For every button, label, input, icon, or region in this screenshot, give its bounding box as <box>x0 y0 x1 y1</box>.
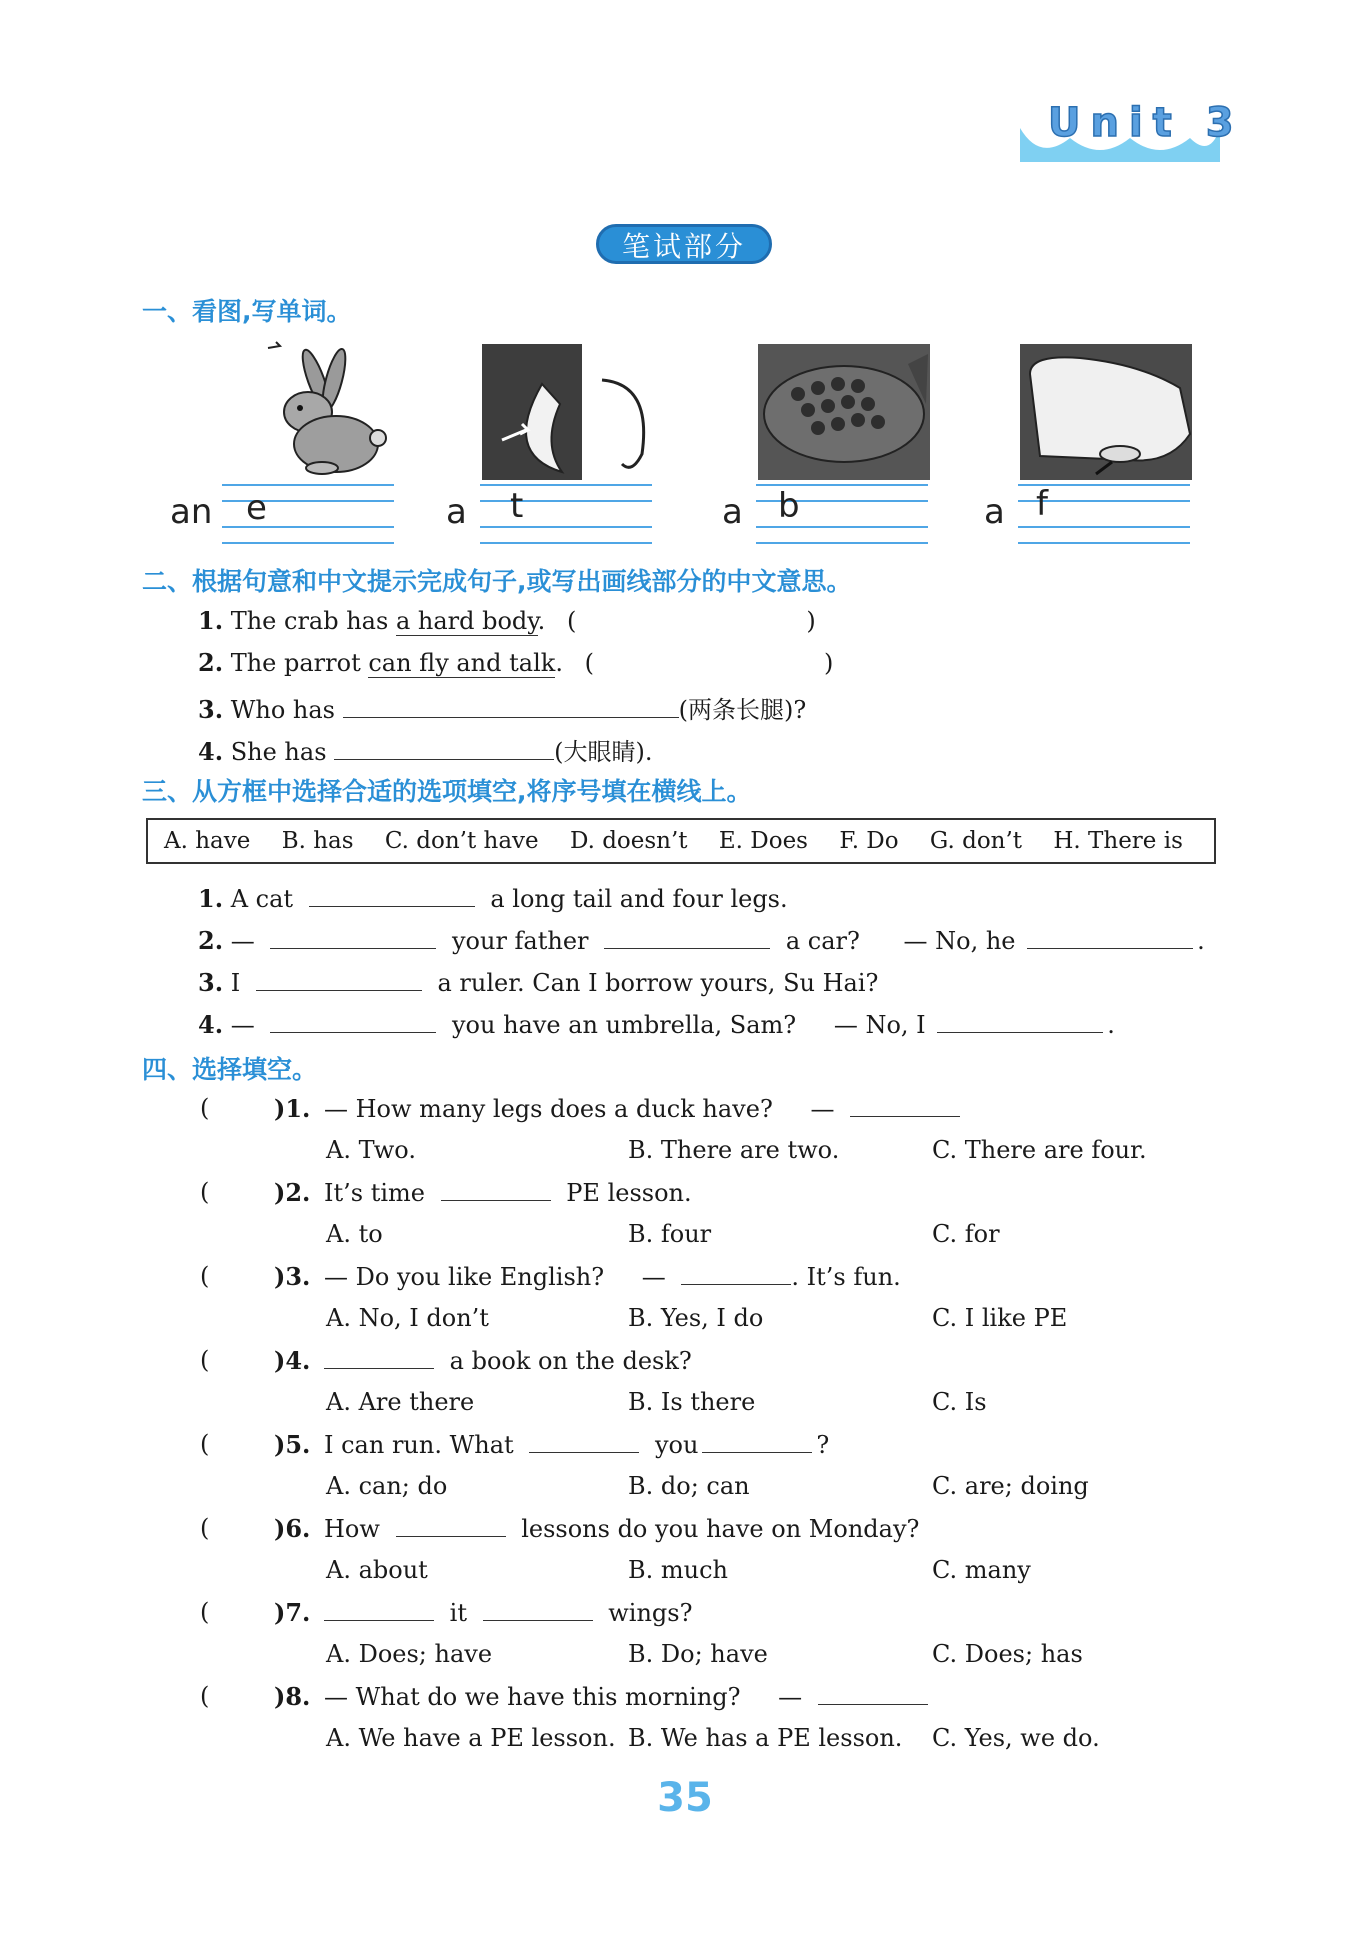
choice-b[interactable]: B. do; can <box>628 1472 750 1500</box>
answer-blank <box>818 1682 928 1705</box>
dash: — <box>778 1683 803 1711</box>
answer-paren-open: ( <box>566 607 577 635</box>
choice-a[interactable]: A. Two. <box>326 1136 416 1164</box>
question-number: )4. <box>274 1346 311 1375</box>
answer-blank[interactable] <box>334 737 554 760</box>
writing-line <box>1018 526 1190 528</box>
option-d: D. doesn’t <box>569 828 688 854</box>
question-number: )2. <box>274 1178 311 1207</box>
answer-paren[interactable]: ( <box>200 1178 210 1206</box>
writing-line <box>756 526 928 528</box>
answer-paren[interactable]: ( <box>200 1598 210 1626</box>
choice-b[interactable]: B. four <box>628 1220 712 1248</box>
answer-blank <box>483 1598 593 1621</box>
option-a: A. have <box>164 828 251 854</box>
option-f: F. Do <box>839 828 899 854</box>
choice-c[interactable]: C. Is <box>932 1388 987 1416</box>
answer-blank <box>324 1346 434 1369</box>
question-text <box>324 1178 692 1207</box>
part2-question-1 <box>198 606 816 635</box>
writing-line <box>480 526 652 528</box>
choice-a[interactable]: A. Are there <box>326 1388 475 1416</box>
period: . <box>1197 927 1205 955</box>
question-stem: you <box>654 1431 699 1459</box>
hint-letter: e <box>246 488 267 528</box>
tail-image <box>482 344 654 480</box>
writing-line <box>756 542 928 544</box>
answer-paren-open: ( <box>584 649 594 677</box>
answer-blank[interactable] <box>270 1010 436 1033</box>
answer-paren-close: ) <box>806 607 816 635</box>
underlined-phrase: a hard body <box>395 607 538 635</box>
question-text: A cat <box>230 885 294 913</box>
question-stem: I can run. What <box>324 1431 514 1459</box>
section-title: 笔试部分 <box>596 224 772 264</box>
question-number: )1. <box>274 1094 311 1123</box>
question-text: Who has <box>230 696 335 724</box>
fish-body-image <box>758 344 930 480</box>
foot-image <box>1020 344 1192 480</box>
question-mark: ? <box>816 1431 830 1459</box>
question-text: a long tail and four legs. <box>490 885 788 913</box>
part3-question-2 <box>198 926 1205 955</box>
writing-line <box>222 542 394 544</box>
question-number: )6. <box>274 1514 311 1543</box>
choice-b[interactable]: B. Yes, I do <box>628 1304 764 1332</box>
dash: — <box>230 927 255 955</box>
answer-blank <box>681 1262 791 1285</box>
question-text <box>324 1682 928 1711</box>
answer-paren-close: ) <box>823 649 834 677</box>
part1-heading: 一、看图,写单词。 <box>142 297 352 326</box>
question-text: a car? <box>785 927 860 955</box>
question-number: 4. <box>198 737 224 766</box>
question-stem: — What do we have this morning? <box>324 1683 741 1711</box>
answer-paren[interactable]: ( <box>200 1682 210 1710</box>
part2-question-2 <box>198 648 833 677</box>
choice-c[interactable]: C. Yes, we do. <box>932 1724 1100 1752</box>
question-stem: — How many legs does a duck have? <box>324 1095 773 1123</box>
question-number: 3. <box>198 695 224 724</box>
question-text: your father <box>451 927 589 955</box>
question-number: 3. <box>198 968 224 997</box>
answer-paren[interactable]: ( <box>200 1262 210 1290</box>
choice-c[interactable]: C. for <box>932 1220 1000 1248</box>
question-number: )3. <box>274 1262 311 1291</box>
question-stem: — Do you like English? <box>324 1263 605 1291</box>
question-text: . <box>537 607 546 635</box>
dash: — <box>810 1095 835 1123</box>
answer-blank[interactable] <box>604 926 770 949</box>
writing-line <box>480 542 652 544</box>
answer-blank <box>529 1430 639 1453</box>
answer-blank <box>702 1430 812 1453</box>
option-g: G. don’t <box>929 828 1023 854</box>
answer-blank <box>850 1094 960 1117</box>
question-text: The crab has <box>230 607 396 635</box>
question-number: 1. <box>198 606 224 635</box>
part3-question-4 <box>198 1010 1115 1039</box>
period: . <box>1107 1011 1115 1039</box>
answer-blank[interactable] <box>256 968 422 991</box>
question-text: I <box>230 969 241 997</box>
rabbit-image <box>228 340 400 476</box>
part2-question-3 <box>198 690 806 725</box>
answer-blank <box>324 1598 434 1621</box>
question-text: — No, he <box>903 927 1016 955</box>
part3-question-3 <box>198 968 878 997</box>
question-stem: a book on the desk? <box>449 1347 692 1375</box>
underlined-phrase: can fly and talk <box>368 649 556 677</box>
question-stem: PE lesson. <box>566 1179 692 1207</box>
question-number: )7. <box>274 1598 311 1627</box>
writing-line <box>1018 542 1190 544</box>
answer-blank[interactable] <box>937 1010 1103 1033</box>
answer-paren[interactable]: ( <box>200 1514 210 1542</box>
unit-title: Unit 3 <box>1048 100 1244 146</box>
answer-blank[interactable] <box>309 884 475 907</box>
choice-b[interactable]: B. much <box>628 1556 729 1584</box>
answer-paren[interactable]: ( <box>200 1346 210 1374</box>
choice-a[interactable]: A. We have a PE lesson. <box>326 1724 616 1752</box>
dash: — <box>230 1011 255 1039</box>
page-number: 35 <box>657 1775 713 1821</box>
question-text <box>324 1598 692 1627</box>
answer-blank[interactable] <box>1027 926 1193 949</box>
choice-a[interactable]: A. can; do <box>326 1472 448 1500</box>
question-text: . <box>555 649 563 677</box>
question-stem: it <box>449 1599 467 1627</box>
article-label: a <box>984 492 1005 532</box>
chinese-hint: (两条长腿)? <box>678 696 807 724</box>
question-number: 2. <box>198 648 224 677</box>
choice-a[interactable]: A. Does; have <box>326 1640 493 1668</box>
part2-question-4 <box>198 732 653 767</box>
question-text <box>324 1514 919 1543</box>
question-stem: lessons do you have on Monday? <box>521 1515 920 1543</box>
writing-line <box>480 500 652 502</box>
article-label: a <box>446 492 467 532</box>
dash: — <box>641 1263 666 1291</box>
option-b: B. has <box>281 828 354 854</box>
question-stem: . It’s fun. <box>791 1263 901 1291</box>
question-text: — No, I <box>833 1011 926 1039</box>
part3-question-1 <box>198 884 788 913</box>
choice-c[interactable]: C. are; doing <box>932 1472 1089 1500</box>
hint-letter: b <box>778 486 800 526</box>
question-text: you have an umbrella, Sam? <box>451 1011 797 1039</box>
question-number: )5. <box>274 1430 311 1459</box>
choice-b[interactable]: B. Do; have <box>628 1640 768 1668</box>
choice-a[interactable]: A. about <box>326 1556 428 1584</box>
choice-b[interactable]: B. Is there <box>628 1388 756 1416</box>
answer-paren[interactable]: ( <box>200 1094 210 1122</box>
question-text <box>324 1094 960 1123</box>
article-label: a <box>722 492 743 532</box>
answer-blank[interactable] <box>270 926 436 949</box>
option-c: C. don’t have <box>384 828 539 854</box>
question-text <box>324 1430 829 1459</box>
answer-blank <box>441 1178 551 1201</box>
options-box <box>146 818 1216 864</box>
question-number: 1. <box>198 884 224 913</box>
option-e: E. Does <box>718 828 808 854</box>
hint-letter: f <box>1036 484 1048 524</box>
choice-a[interactable]: A. to <box>326 1220 383 1248</box>
choice-b[interactable]: B. We has a PE lesson. <box>628 1724 903 1752</box>
chinese-hint: (大眼睛). <box>554 738 653 766</box>
choice-c[interactable]: C. Does; has <box>932 1640 1083 1668</box>
question-number: 2. <box>198 926 224 955</box>
question-stem: wings? <box>608 1599 693 1627</box>
answer-blank <box>396 1514 506 1537</box>
choice-c[interactable]: C. many <box>932 1556 1031 1584</box>
choice-c[interactable]: C. There are four. <box>932 1136 1147 1164</box>
option-h: H. There is <box>1053 828 1183 854</box>
choice-a[interactable]: A. No, I don’t <box>326 1304 489 1332</box>
part4-heading: 四、选择填空。 <box>142 1055 318 1084</box>
choice-c[interactable]: C. I like PE <box>932 1304 1068 1332</box>
choice-b[interactable]: B. There are two. <box>628 1136 840 1164</box>
question-text: The parrot <box>230 649 369 677</box>
question-stem: How <box>324 1515 380 1543</box>
part2-heading: 二、根据句意和中文提示完成句子,或写出画线部分的中文意思。 <box>142 567 852 596</box>
question-text: a ruler. Can I borrow yours, Su Hai? <box>437 969 879 997</box>
article-label: an <box>170 492 213 532</box>
question-text <box>324 1262 901 1291</box>
part3-heading: 三、从方框中选择合适的选项填空,将序号填在横线上。 <box>142 777 752 806</box>
question-number: )8. <box>274 1682 311 1711</box>
answer-blank[interactable] <box>343 695 679 718</box>
question-text <box>324 1346 692 1375</box>
hint-letter: t <box>510 486 524 526</box>
question-number: 4. <box>198 1010 224 1039</box>
answer-paren[interactable]: ( <box>200 1430 210 1458</box>
question-stem: It’s time <box>324 1179 425 1207</box>
writing-line <box>480 484 652 486</box>
question-text: She has <box>230 738 327 766</box>
writing-line <box>222 484 394 486</box>
